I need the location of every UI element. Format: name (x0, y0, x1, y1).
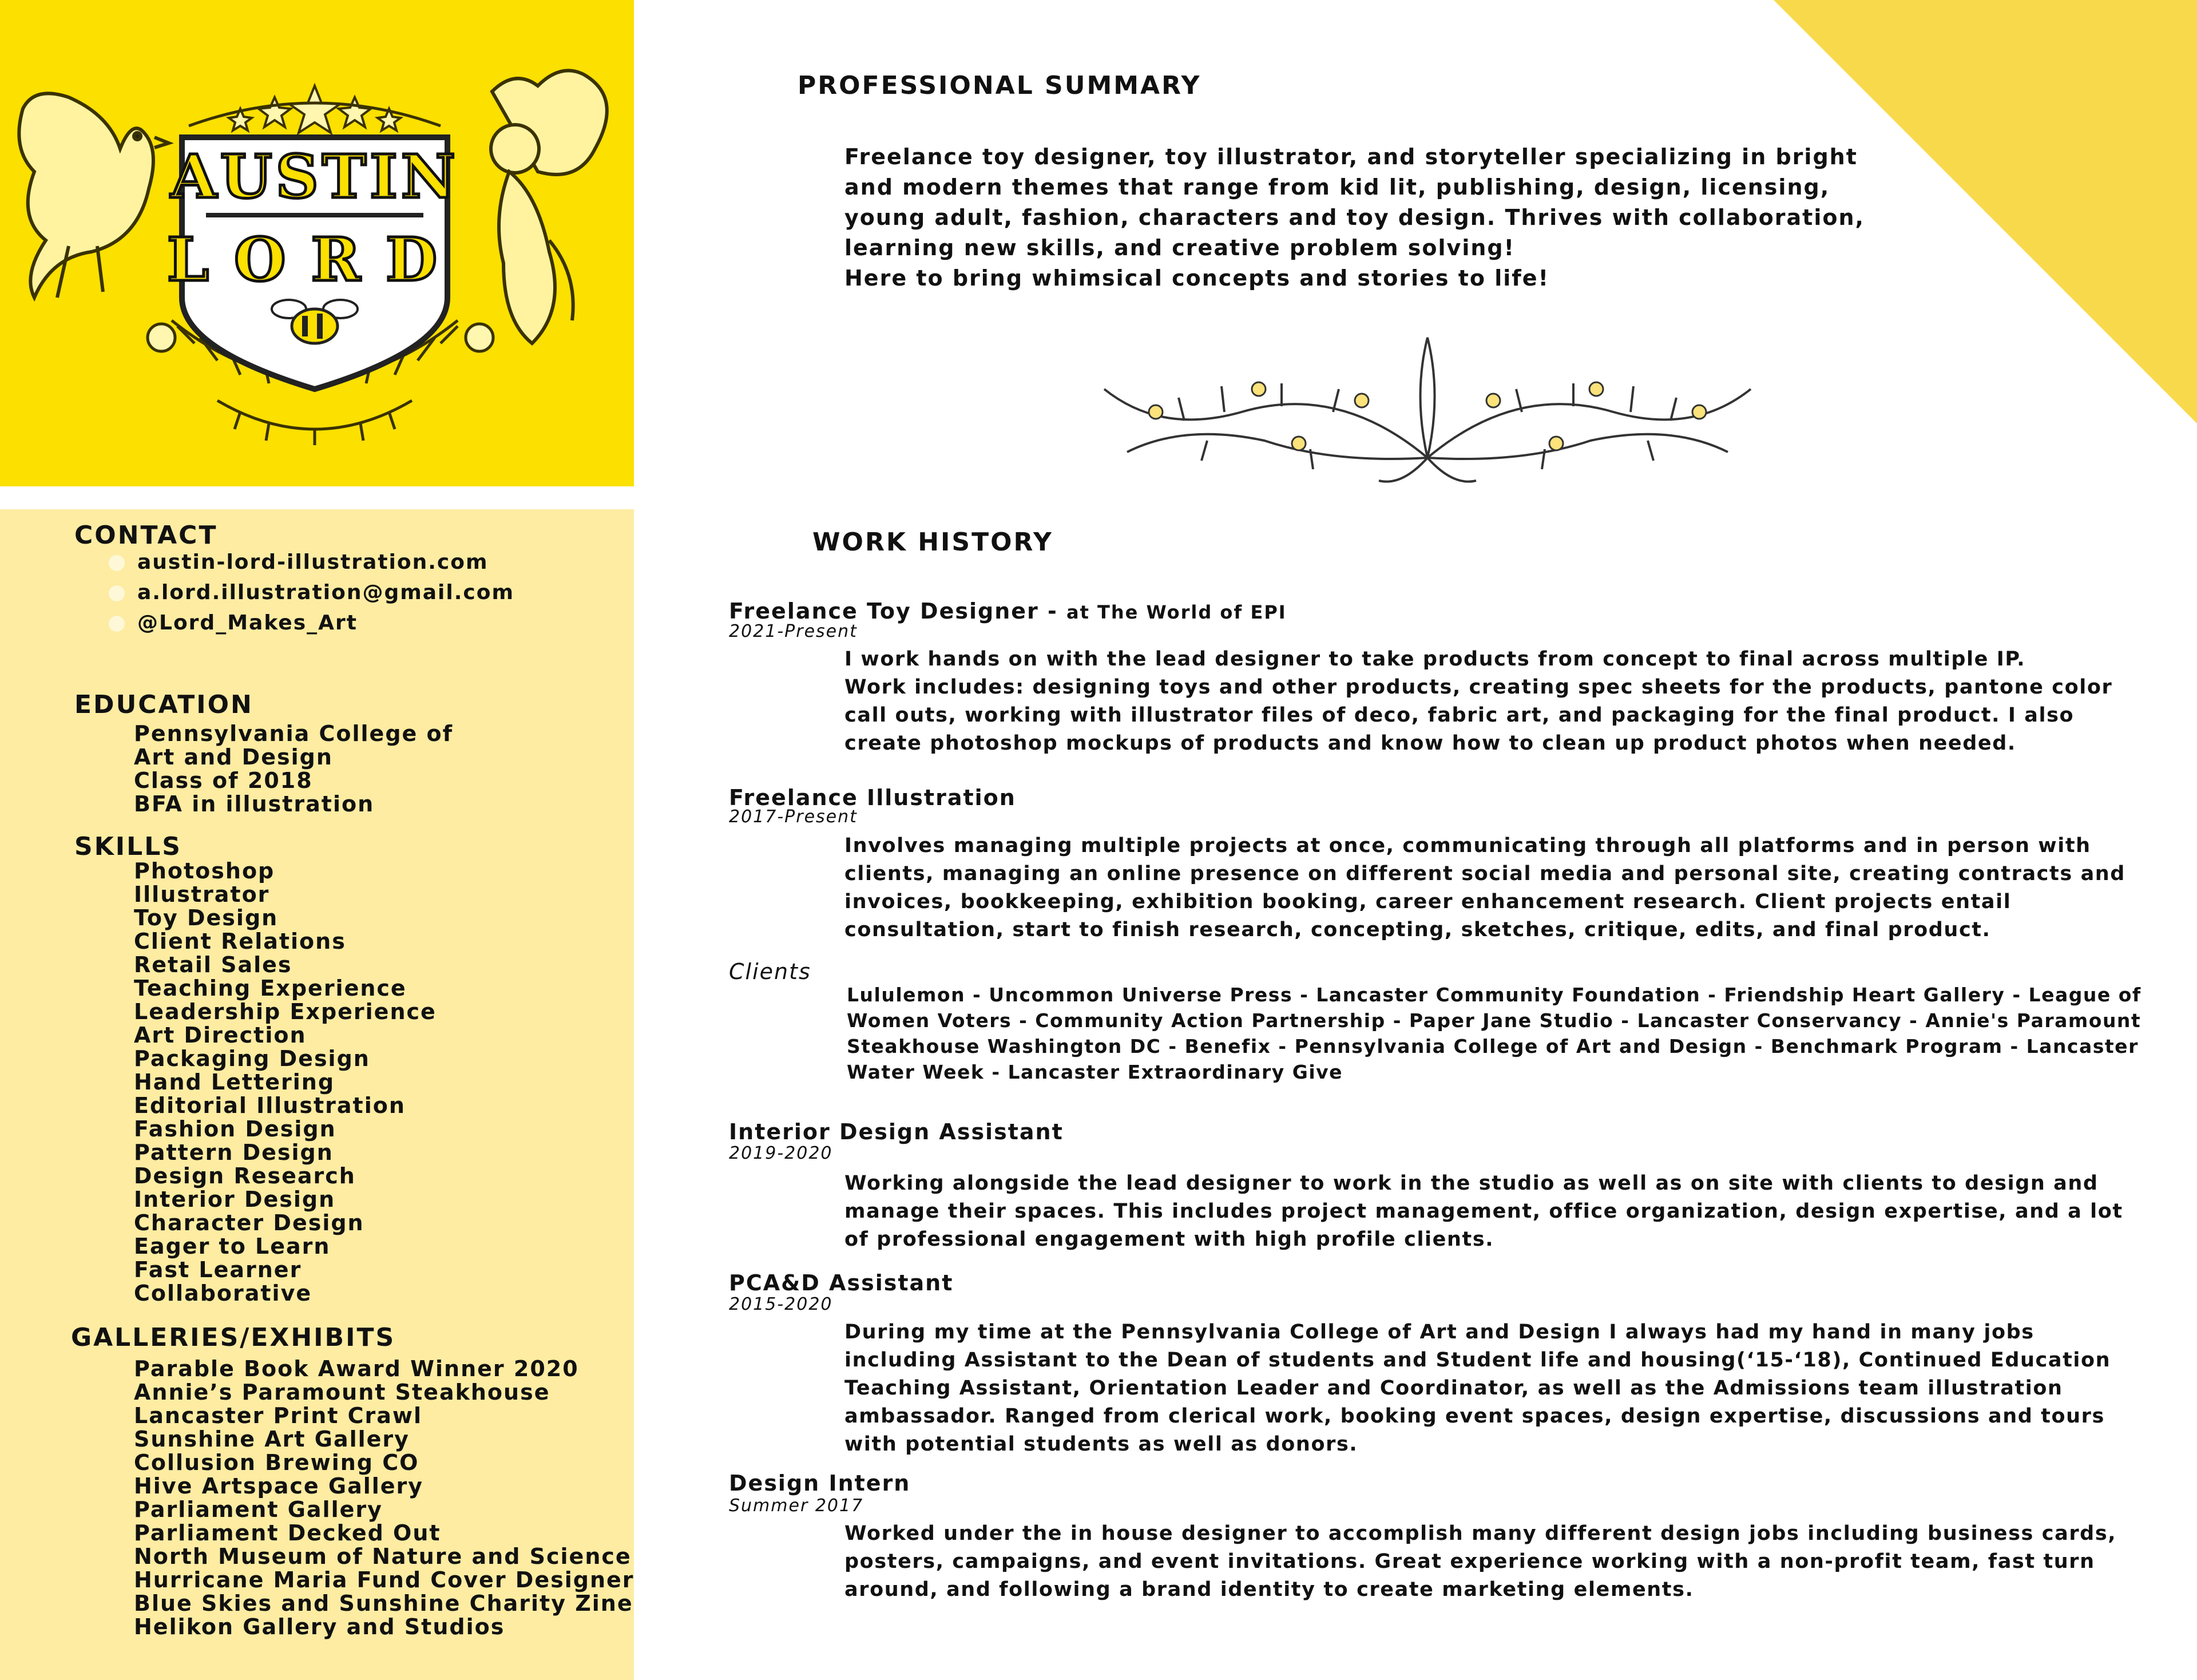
education-line: Art and Design (134, 744, 333, 770)
education-line: BFA in illustration (134, 791, 375, 817)
job-title: Freelance Illustration (729, 785, 1016, 810)
skills-heading: SKILLS (74, 832, 182, 861)
education-line: Class of 2018 (134, 768, 313, 793)
fairy-icon (491, 70, 607, 343)
name-line1: AUSTIN (170, 141, 459, 212)
skills-list (134, 859, 437, 1305)
gallery-item: Annie’s Paramount Steakhouse (134, 1380, 550, 1405)
skill-item: Pattern Design (134, 1140, 334, 1165)
skill-item: Leadership Experience (134, 999, 437, 1024)
skill-item: Teaching Experience (134, 976, 407, 1001)
job-title: Design Intern (729, 1471, 911, 1496)
job-date: 2021-Present (729, 621, 858, 641)
gallery-item: Lancaster Print Crawl (134, 1403, 423, 1428)
skill-item: Art Direction (134, 1023, 307, 1048)
skill-item: Retail Sales (134, 952, 292, 977)
job-description: Worked under the in house designer to accomplish many different design jobs including business cards, posters, campaigns, and event invitations. Great experience working with a non-profit team, fast turn around, and following a brand identity to create marketing elements. (844, 1522, 2117, 1601)
skill-item: Design Research (134, 1163, 356, 1188)
galleries-list (134, 1357, 634, 1639)
job-description: During my time at the Pennsylvania College of Art and Design I always had my hand in many jobs including Assistant to the Dean of students and Student life and housing(‘15-‘18), Continued Education Teaching Assistant, Orientation Leader and Coordinator, as well as the Admissions team illustration ambassador. Ranged from clerical work, booking event spaces, design expertise, discussions and tours with potential students as well as donors. (844, 1321, 2111, 1456)
skill-item: Collaborative (134, 1281, 312, 1306)
skill-item: Toy Design (134, 905, 279, 930)
job-description: Involves managing multiple projects at once, communicating through all platforms and in person with clients, managing an online presence on different social media and personal site, creating contracts and invoices, bookkeeping, exhibition booking, career enhancement research. Client projects entail consultation, start to finish research, concepting, sketches, critique, edits, and final product. (844, 834, 2125, 941)
contact-list (109, 547, 514, 638)
education-list (134, 722, 453, 816)
skill-item: Fashion Design (134, 1116, 336, 1142)
gallery-item: Hurricane Maria Fund Cover Designer (134, 1567, 634, 1592)
work-heading: WORK HISTORY (812, 528, 1053, 557)
gallery-item: Parliament Gallery (134, 1497, 383, 1522)
gallery-item: Parable Book Award Winner 2020 (134, 1356, 579, 1381)
summary-text: Freelance toy designer, toy illustrator, and storyteller specializing in bright and modern themes that range from kid lit, publishing, design, licensing, young adult, fashion, characters and toy design. Thrives with collaboration, learning new skills, and creative problem solving! Here to bring whimsical concepts and stories to life! (844, 144, 1865, 291)
gallery-item: Parliament Decked Out (134, 1520, 441, 1546)
education-line: Pennsylvania College of (134, 721, 454, 746)
gallery-item: Blue Skies and Sunshine Charity Zine (134, 1591, 633, 1616)
skill-item: Interior Design (134, 1187, 336, 1212)
name-line2: LORD (166, 224, 463, 295)
gallery-item: Collusion Brewing CO (134, 1450, 419, 1475)
bird-icon (19, 93, 169, 298)
skill-item: Character Design (134, 1210, 364, 1235)
clients-list: Lululemon - Uncommon Universe Press - Lancaster Community Foundation - Friendship Heart Gallery - League of Women Voters - Community Action Partnership - Paper Jane Studio - Lancaster Conservancy - Annie's Paramount Steakhouse Washington DC - Benefix - Pennsylvania College of Art and Design - Benchmark Program - Lancaster Water Week - Lancaster Extraordinary Give (847, 984, 2142, 1083)
bullet-icon (109, 616, 125, 632)
job-date: 2017-Present (729, 807, 858, 827)
education-heading: EDUCATION (74, 690, 253, 719)
skill-item: Client Relations (134, 929, 346, 954)
skill-item: Packaging Design (134, 1046, 370, 1071)
gallery-item: Hive Artspace Gallery (134, 1473, 424, 1499)
job-description: Working alongside the lead designer to work in the studio as well as on site with clients to design and manage their spaces. This includes project management, office organization, design expertise, and a lot of professional engagement with high profile clients. (844, 1172, 2123, 1251)
job-date: 2015-2020 (729, 1294, 833, 1314)
bullet-icon (109, 585, 125, 601)
gallery-item: Helikon Gallery and Studios (134, 1614, 505, 1639)
summary-heading: PROFESSIONAL SUMMARY (798, 71, 1201, 100)
job-date: Summer 2017 (729, 1496, 864, 1516)
galleries-heading: GALLERIES/EXHIBITS (71, 1323, 396, 1352)
contact-heading: CONTACT (74, 521, 218, 550)
skill-item: Hand Lettering (134, 1069, 335, 1095)
skill-item: Eager to Learn (134, 1234, 331, 1259)
contact-social[interactable]: @Lord_Makes_Art (109, 608, 514, 638)
contact-email[interactable]: a.lord.illustration@gmail.com (109, 577, 514, 608)
skill-item: Fast Learner (134, 1257, 302, 1282)
job-description: I work hands on with the lead designer to take products from concept to final across multiple IP. Work includes: designing toys and other products, creating spec sheets for the products, pantone color call outs, working with illustrator files of deco, fabric art, and packaging for the final product. I also create photoshop mockups of products and know how to clean up product photos when needed. (844, 648, 2113, 755)
job-title: Freelance Toy Designer - at The World of EPI (729, 599, 1287, 624)
gallery-item: Sunshine Art Gallery (134, 1427, 410, 1452)
skill-item: Illustrator (134, 882, 270, 907)
job-title: PCA&D Assistant (729, 1270, 954, 1295)
clients-label: Clients (729, 959, 811, 984)
job-date: 2019-2020 (729, 1143, 833, 1163)
skill-item: Editorial Illustration (134, 1093, 406, 1118)
logo-illustration (0, 0, 634, 486)
skill-item: Photoshop (134, 858, 275, 883)
floral-divider-icon (1093, 326, 1762, 492)
bullet-icon (109, 555, 125, 571)
contact-website[interactable]: austin-lord-illustration.com (109, 547, 514, 577)
job-title: Interior Design Assistant (729, 1119, 1064, 1144)
gallery-item: North Museum of Nature and Science (134, 1544, 632, 1569)
